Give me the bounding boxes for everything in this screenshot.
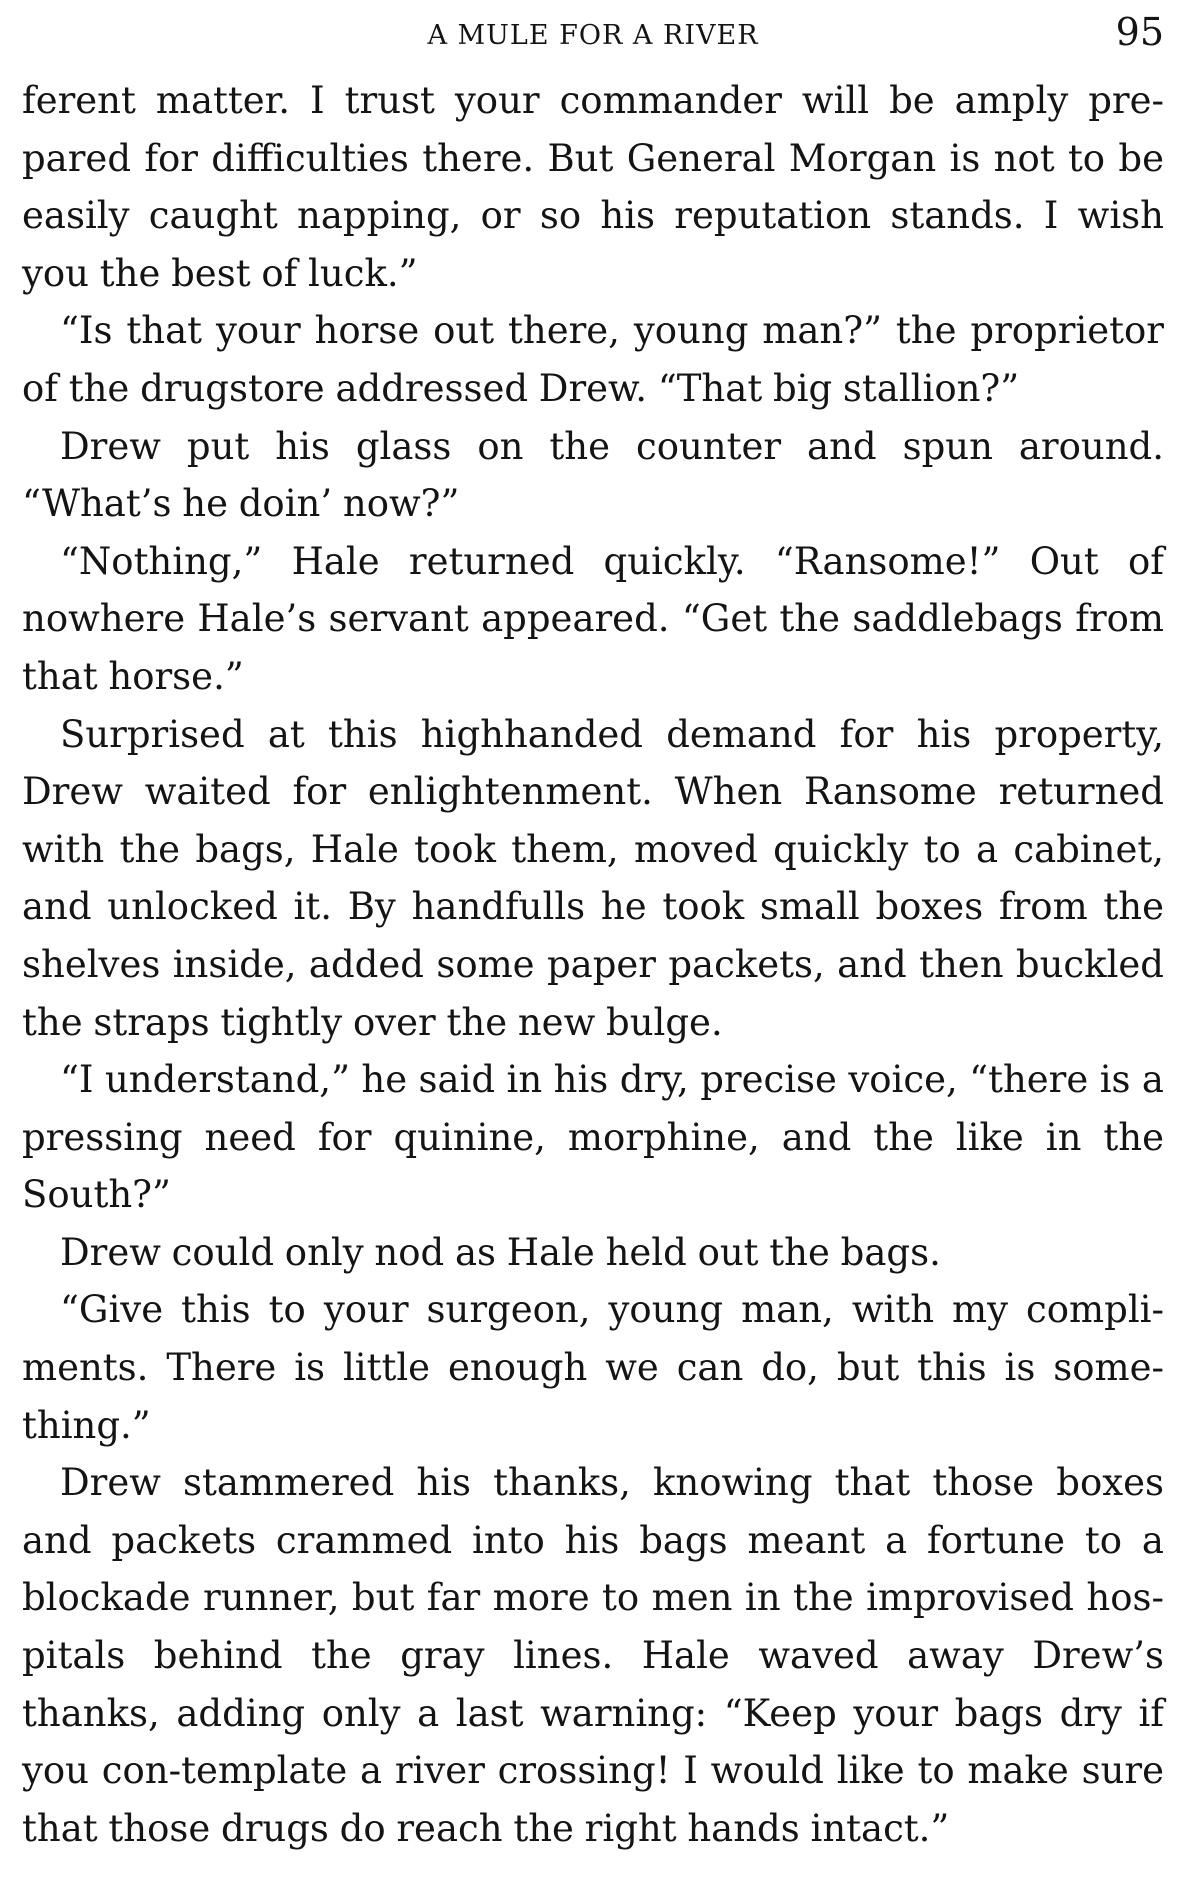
- paragraph: Drew put his glass on the counter and spun around. “What’s he doin’ now?”: [22, 424, 1164, 526]
- paragraph: “I understand,” he said in his dry, precise voice, “there is a pressing need for quinine, morphine, and the like in the South?”: [22, 1058, 1164, 1217]
- paragraph: “Is that your horse out there, young man?” the proprietor of the drugstore addressed Drew. “That big stallion?”: [22, 309, 1164, 410]
- paragraph: Drew could only nod as Hale held out the bags.: [60, 1230, 941, 1274]
- paragraph: ferent matter. I trust your commander will be amply pre-pared for difficulties there. But General Morgan is not to be easily caught napping, or so his reputation stands. I wish you the best of luck.”: [22, 79, 1164, 295]
- running-title: A MULE FOR A RIVER: [427, 20, 759, 51]
- page-number: 95: [1115, 10, 1164, 54]
- paragraph: Surprised at this highhanded demand for his property, Drew waited for enlightenment. When Ransome returned with the bags, Hale took them, moved quickly to a cabinet, and unlocked it. By handfulls he took small boxes from the shelves inside, added some paper packets, and then buckled the straps tightly over the new bulge.: [22, 712, 1164, 1044]
- paragraph: Drew stammered his thanks, knowing that those boxes and packets crammed into his bags meant a fortune to a blockade runner, but far more to men in the improvised hos-pitals behind the gray lines. Hale waved away Drew’s thanks, adding only a last warning: “Keep your bags dry if you con-template a river crossing! I would like to make sure that those drugs do reach the right hands intact.”: [22, 1461, 1164, 1850]
- body-text: [22, 72, 1164, 1857]
- paragraph: “Nothing,” Hale returned quickly. “Ransome!” Out of nowhere Hale’s servant appeared. “Get the saddlebags from that horse.”: [22, 539, 1164, 698]
- book-page: [22, 0, 1164, 1896]
- paragraph: “Give this to your surgeon, young man, with my compli-ments. There is little enough we can do, but this is some-thing.”: [22, 1288, 1164, 1447]
- running-header: [22, 0, 1164, 72]
